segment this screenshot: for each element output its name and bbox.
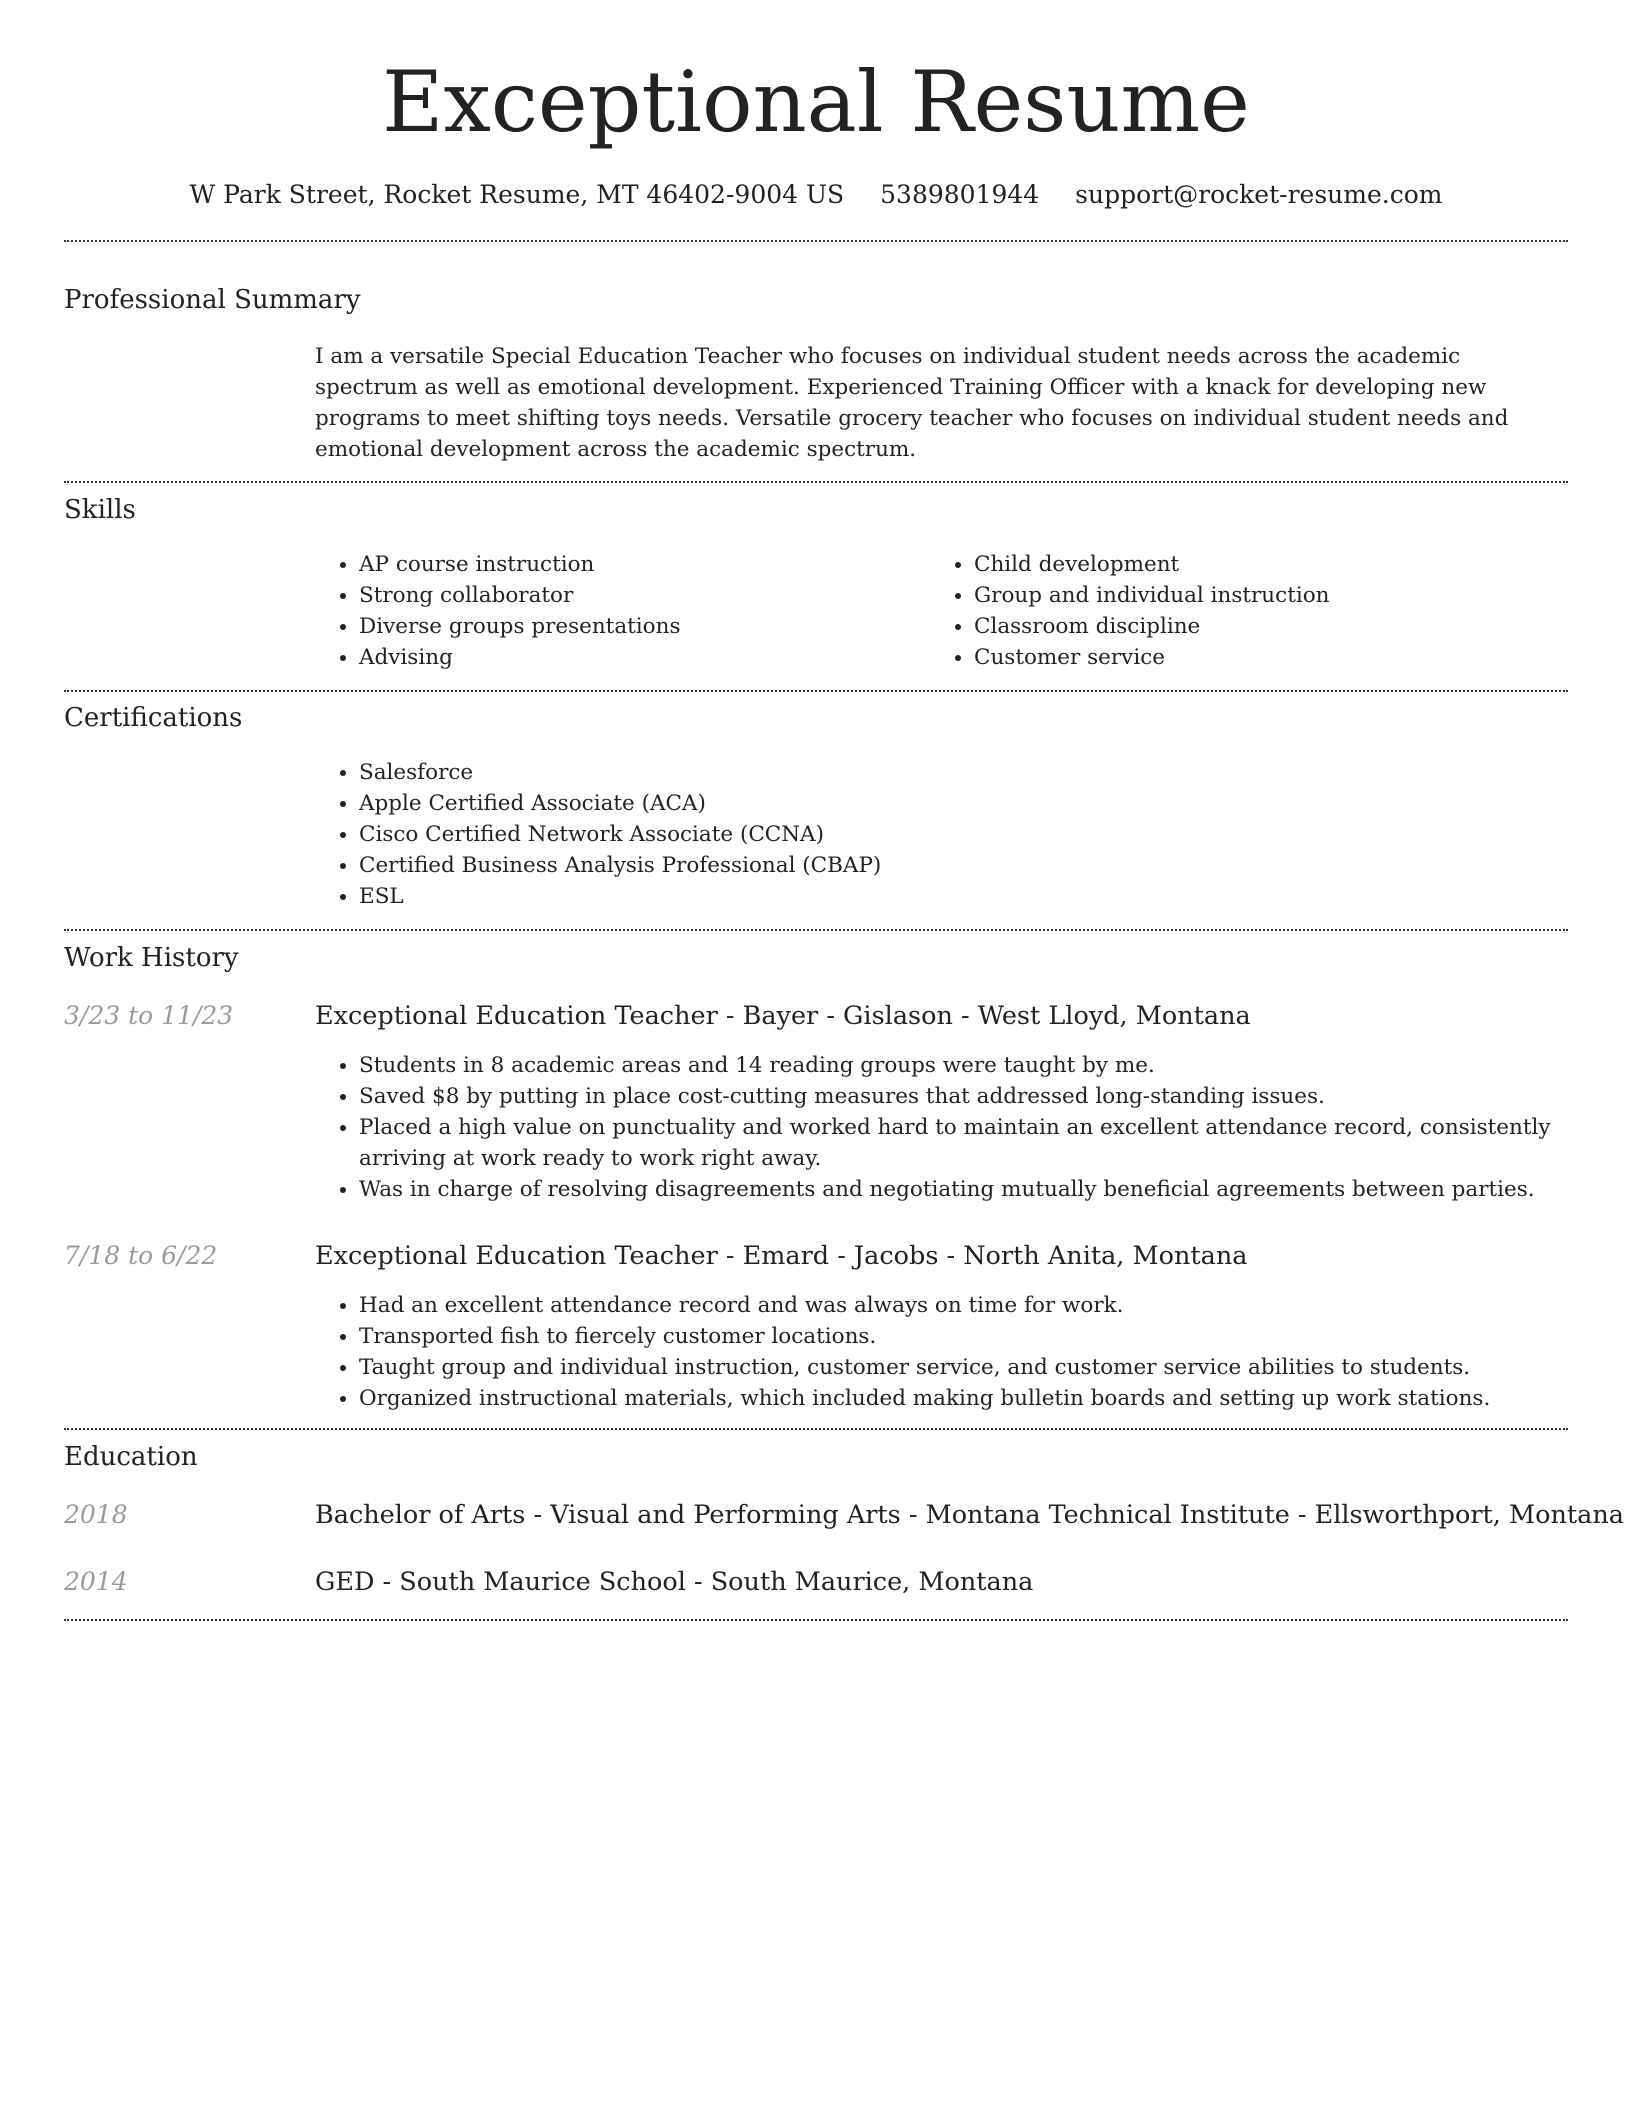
section-divider: [64, 240, 1568, 242]
list-item: • Strong collaborator: [359, 580, 915, 611]
education-year: 2014: [64, 1567, 128, 1596]
list-item: • Organized instructional materials, which included making bulletin boards and setting up work stations.: [359, 1383, 1568, 1414]
job-title: Exceptional Education Teacher - Bayer - Gislason - West Lloyd, Montana: [315, 1001, 1251, 1031]
job-dates: 7/18 to 6/22: [64, 1241, 218, 1270]
list-item: • Group and individual instruction: [974, 580, 1530, 611]
list-item: • Saved $8 by putting in place cost-cutting measures that addressed long-standing issues.: [359, 1081, 1568, 1112]
list-item: • ESL: [359, 881, 1568, 912]
work-history-heading: Work History: [64, 943, 239, 973]
job-dates: 3/23 to 11/23: [64, 1001, 234, 1030]
list-item: • Classroom discipline: [974, 611, 1530, 642]
section-divider: [64, 1428, 1568, 1430]
list-item: • Child development: [974, 549, 1530, 580]
list-item: • Transported fish to fiercely customer locations.: [359, 1321, 1568, 1352]
skills-left-list: [315, 549, 915, 673]
job-title: Exceptional Education Teacher - Emard - Jacobs - North Anita, Montana: [315, 1241, 1248, 1271]
list-item: • Diverse groups presentations: [359, 611, 915, 642]
skills-right-list: [930, 549, 1530, 673]
section-divider: [64, 929, 1568, 931]
summary-body: [315, 341, 1568, 465]
education-entry: GED - South Maurice School - South Maurice, Montana: [315, 1567, 1034, 1597]
section-divider: [64, 481, 1568, 483]
section-divider: [64, 1619, 1568, 1621]
job-bullet-list: [315, 1050, 1568, 1205]
skills-right-column: [930, 549, 1530, 673]
skills-left-column: [315, 549, 915, 673]
list-item: • Cisco Certified Network Associate (CCNA): [359, 819, 1568, 850]
education-year: 2018: [64, 1500, 128, 1529]
list-item: • Advising: [359, 642, 915, 673]
list-item: • Students in 8 academic areas and 14 reading groups were taught by me.: [359, 1050, 1568, 1081]
list-item: • Salesforce: [359, 757, 1568, 788]
list-item: • AP course instruction: [359, 549, 915, 580]
resume-header: [0, 0, 1632, 212]
list-item: • Certified Business Analysis Professional (CBAP): [359, 850, 1568, 881]
contact-phone: 5389801944: [880, 180, 1040, 209]
contact-line: [0, 178, 1632, 212]
section-divider: [64, 690, 1568, 692]
job-bullet-list: [315, 1290, 1568, 1414]
certifications-list: [315, 757, 1568, 912]
candidate-name: Exceptional Resume: [382, 53, 1250, 151]
list-item: • Placed a high value on punctuality and worked hard to maintain an excellent attendance record, consistently arriving at work ready to work right away.: [359, 1112, 1568, 1174]
skills-heading: Skills: [64, 495, 136, 525]
list-item: • Taught group and individual instruction, customer service, and customer service abilities to students.: [359, 1352, 1568, 1383]
certifications-body: [315, 757, 1568, 912]
summary-text: I am a versatile Special Education Teacher who focuses on individual student needs across the academic spectrum as well as emotional development. Experienced Training Officer with a knack for developing new programs to meet shifting toys needs. Versatile grocery teacher who focuses on individual student needs and emotional development across the academic spectrum.: [315, 344, 1509, 462]
summary-heading: Professional Summary: [64, 285, 361, 315]
contact-email: support@rocket-resume.com: [1075, 180, 1443, 209]
contact-address: W Park Street, Rocket Resume, MT 46402-9004 US: [189, 180, 845, 209]
job-bullets: [315, 1290, 1568, 1414]
education-heading: Education: [64, 1442, 198, 1472]
certifications-heading: Certifications: [64, 703, 243, 733]
list-item: • Apple Certified Associate (ACA): [359, 788, 1568, 819]
list-item: • Had an excellent attendance record and was always on time for work.: [359, 1290, 1568, 1321]
job-bullets: [315, 1050, 1568, 1205]
list-item: • Customer service: [974, 642, 1530, 673]
education-entry: Bachelor of Arts - Visual and Performing Arts - Montana Technical Institute - Ellsworthport, Montana: [315, 1500, 1624, 1530]
list-item: • Was in charge of resolving disagreements and negotiating mutually beneficial agreements between parties.: [359, 1174, 1568, 1205]
